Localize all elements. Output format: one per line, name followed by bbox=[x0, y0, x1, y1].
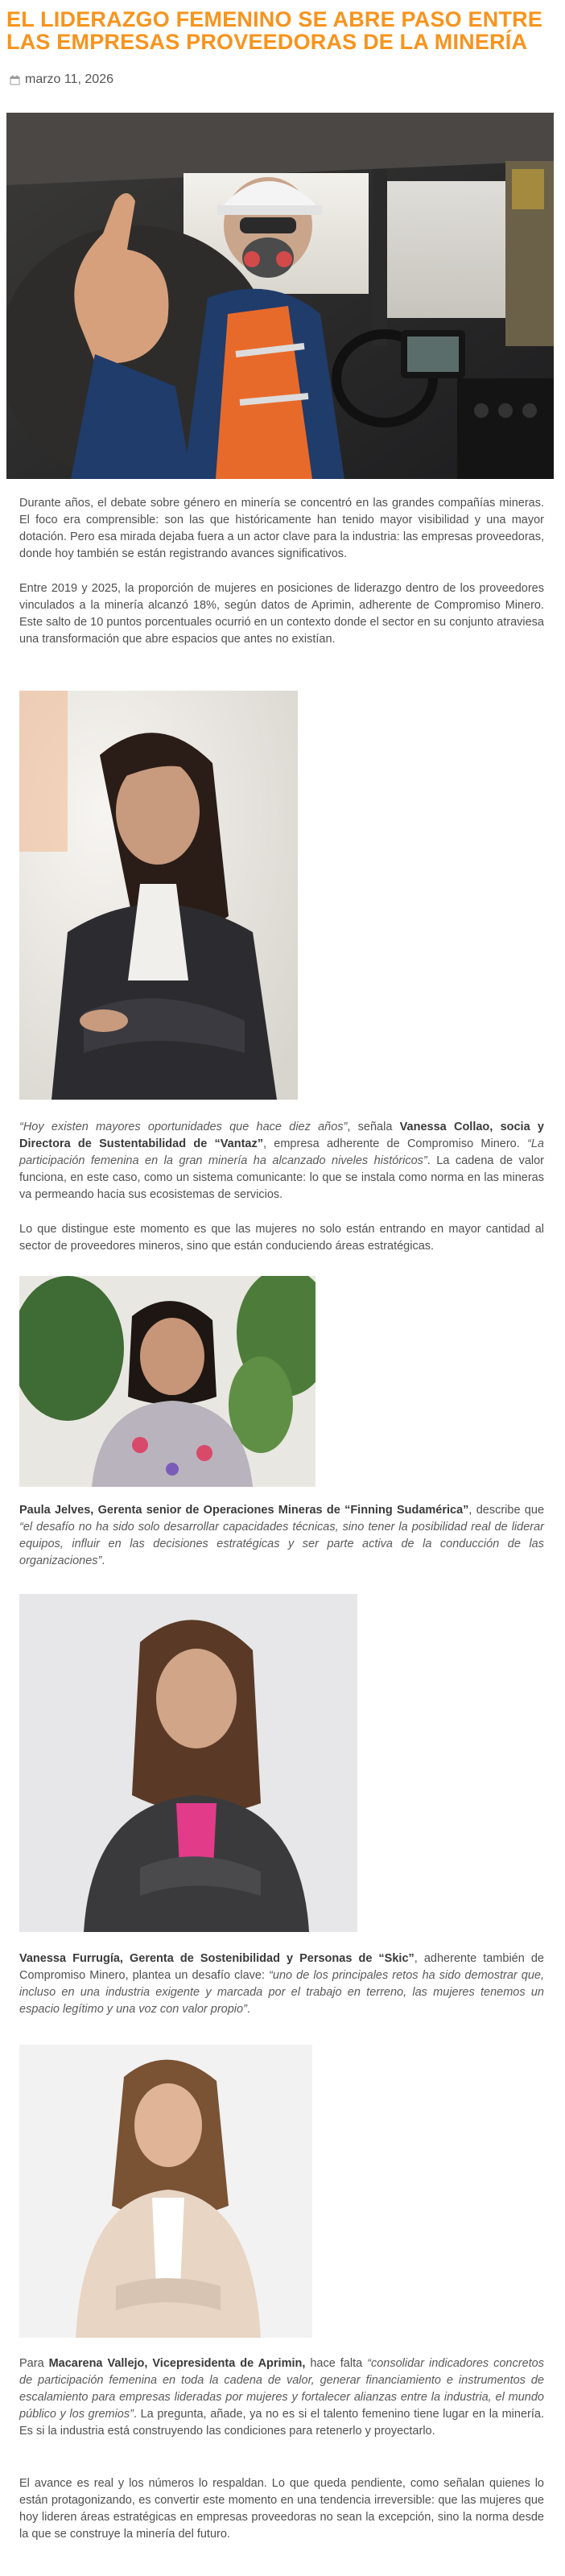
article-date: marzo 11, 2026 bbox=[25, 72, 113, 86]
paragraph-3 bbox=[19, 1119, 544, 1203]
quote: “consolidar indicadores concretos de participación femenina en toda la cadena de valor, generar financiamiento e instrumentos de escalamiento para empresas lideradas por mujeres y fortalecer alianzas entre la industria, el mundo público y los gremios” bbox=[19, 2357, 544, 2421]
article-meta bbox=[10, 72, 113, 87]
text: . bbox=[101, 1554, 105, 1567]
text: . La cadena de valor funciona, en este caso, como un sistema comunicante: lo que se instala como norma en las mineras va permeando hacia sus ecosistemas de servicios. bbox=[19, 1154, 544, 1201]
text: . bbox=[246, 2003, 250, 2016]
article-title: EL LIDERAZGO FEMENINO SE ABRE PASO ENTRE LAS EMPRESAS PROVEEDORAS DE LA MINERÍA bbox=[6, 7, 543, 54]
text: , adherente también de Compromiso Minero, plantea un desafío clave: bbox=[19, 1952, 544, 1982]
person-name: Paula Jelves, Gerenta senior de Operaciones Mineras de “Finning Sudamérica” bbox=[19, 1504, 469, 1517]
text: Para bbox=[19, 2357, 49, 2370]
quote: “La participación femenina en la gran minería ha alcanzado niveles históricos” bbox=[19, 1137, 544, 1167]
person-name: Vanessa Collao, socia y Directora de Sustentabilidad de “Vantaz” bbox=[19, 1121, 544, 1150]
paragraph-8: El avance es real y los números lo respaldan. Lo que queda pendiente, como señalan quienes lo están protagonizando, es convertir este momento en una tendencia irreversible: que las mujeres que hoy lideren áreas estratégicas en empresas proveedoras no sean la excepción, sino la norma desde la que se construye la minería del futuro. bbox=[19, 2477, 544, 2541]
hero-image bbox=[6, 113, 554, 479]
text: , describe que bbox=[468, 1504, 545, 1517]
text: , empresa adherente de Compromiso Minero. bbox=[262, 1137, 528, 1150]
quote: “Hoy existen mayores oportunidades que hace diez años” bbox=[19, 1121, 348, 1133]
portrait-photo-vallejo bbox=[19, 2045, 312, 2338]
paragraph-4: Lo que distingue este momento es que las mujeres no solo están entrando en mayor cantidad al sector de proveedores mineros, sino que están conduciendo áreas estratégicas. bbox=[19, 1223, 544, 1253]
portrait-photo-collao bbox=[19, 691, 298, 1100]
person-name: Macarena Vallejo, Vicepresidenta de Aprimin, bbox=[48, 2357, 306, 2370]
portrait-photo-furrugia bbox=[19, 1594, 357, 1932]
quote: “el desafío no ha sido solo desarrollar capacidades técnicas, sino tener la posibilidad real de liderar equipos, influir en las decisiones estratégicas y ser parte activa de la conducción de las organizaciones” bbox=[19, 1521, 544, 1567]
portrait-photo-jelves bbox=[19, 1276, 315, 1487]
paragraph-6 bbox=[19, 1951, 544, 2018]
paragraph-1: Durante años, el debate sobre género en minería se concentró en las grandes compañías mineras. El foco era comprensible: son las que históricamente han tenido mayor visibilidad y una mayor dotación. Pero esa mirada dejaba fuera a un actor clave para la industria: las empresas proveedoras, donde hoy también se están registrando avances significativos. bbox=[19, 497, 544, 560]
text: . La pregunta, añade, ya no es si el talento femenino tiene lugar en la minería. Es si la industria está construyendo las condiciones para retenerlo y proyectarlo. bbox=[19, 2408, 544, 2438]
text: , señala bbox=[347, 1121, 400, 1133]
paragraph-5 bbox=[19, 1502, 544, 1570]
calendar-icon bbox=[10, 75, 20, 85]
paragraph-7 bbox=[19, 2355, 544, 2440]
text: hace falta bbox=[305, 2357, 368, 2370]
person-name: Vanessa Furrugía, Gerenta de Sostenibilidad y Personas de “Skic” bbox=[19, 1952, 414, 1965]
quote: “uno de los principales retos ha sido demostrar que, incluso en una industria exigente y marcada por el trabajo en terreno, las mujeres tenemos un espacio legítimo y una voz con valor propio” bbox=[19, 1969, 544, 2016]
paragraph-2: Entre 2019 y 2025, la proporción de mujeres en posiciones de liderazgo dentro de los proveedores vinculados a la minería alcanzó 18%, según datos de Aprimin, adherente de Compromiso Minero. Este salto de 10 puntos porcentuales ocurrió en un contexto donde el sector en su conjunto atraviesa una transformación que abre espacios que antes no existían. bbox=[19, 582, 544, 646]
